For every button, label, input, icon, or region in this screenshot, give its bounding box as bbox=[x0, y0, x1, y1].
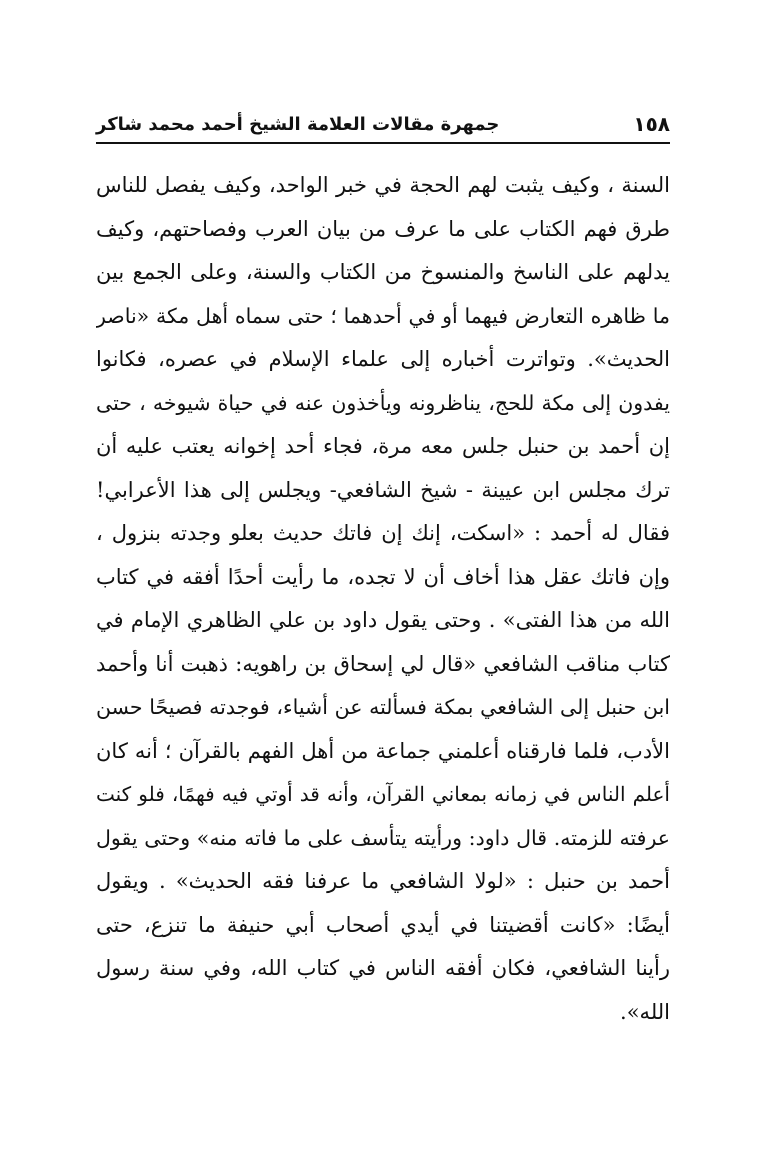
text-line: طرق فهم الكتاب على ما عرف من بيان العرب وفصاحتهم، وكيف bbox=[96, 216, 670, 241]
text-line: الله من هذا الفتى» . وحتى يقول داود بن علي الظاهري الإمام في bbox=[96, 608, 670, 632]
text-line: فقال له أحمد : «اسكت، إنك إن فاتك حديث بعلو وجدته بنزول ، bbox=[96, 521, 670, 545]
text-line: الله». bbox=[620, 999, 670, 1024]
text-line: أعلم الناس في زمانه بمعاني القرآن، وأنه قد أوتي فيه فهمًا، فلو كنت bbox=[96, 782, 670, 806]
text-line: إن أحمد بن حنبل جلس معه مرة، فجاء أحد إخوانه يعتب عليه أن bbox=[96, 434, 670, 458]
text-line: ابن حنبل إلى الشافعي بمكة فسألته عن أشياء، فوجدته فصيحًا حسن bbox=[96, 695, 670, 719]
running-head bbox=[96, 100, 670, 140]
page-number: ١٥٨ bbox=[633, 112, 670, 136]
text-line: أيضًا: «كانت أقضيتنا في أيدي أصحاب أبي حنيفة ما تنزع، حتى bbox=[96, 912, 670, 937]
body-text bbox=[96, 164, 670, 1034]
text-line: يفدون إلى مكة للحج، يناظرونه ويأخذون عنه في حياة شيوخه ، حتى bbox=[96, 390, 670, 415]
text-line: وإن فاتك عقل هذا أخاف أن لا تجده، ما رأيت أحدًا أفقه في كتاب bbox=[96, 564, 670, 589]
text-line: السنة ، وكيف يثبت لهم الحجة في خبر الواحد، وكيف يفصل للناس bbox=[96, 173, 670, 197]
running-head-title: جمهرة مقالات العلامة الشيخ أحمد محمد شاكر bbox=[96, 114, 500, 135]
text-line: ما ظاهره التعارض فيهما أو في أحدهما ؛ حتى سماه أهل مكة «ناصر bbox=[96, 303, 670, 328]
text-line: رأينا الشافعي، فكان أفقه الناس في كتاب الله، وفي سنة رسول bbox=[96, 956, 670, 980]
text-line: عرفته للزمته. قال داود: ورأيته يتأسف على ما فاته منه» وحتى يقول bbox=[96, 825, 670, 850]
text-line: كتاب مناقب الشافعي «قال لي إسحاق بن راهويه: ذهبت أنا وأحمد bbox=[96, 651, 670, 676]
text-line: ترك مجلس ابن عيينة - شيخ الشافعي- ويجلس إلى هذا الأعرابي! bbox=[96, 477, 670, 502]
header-divider bbox=[96, 142, 670, 144]
text-line: يدلهم على الناسخ والمنسوخ من الكتاب والسنة، وعلى الجمع بين bbox=[96, 260, 670, 284]
text-line: الأدب، فلما فارقناه أعلمني جماعة من أهل الفهم بالقرآن ؛ أنه كان bbox=[96, 738, 670, 763]
text-line: الحديث». وتواترت أخباره إلى علماء الإسلام في عصره، فكانوا bbox=[96, 347, 670, 371]
text-line: أحمد بن حنبل : «لولا الشافعي ما عرفنا فقه الحديث» . ويقول bbox=[96, 869, 670, 893]
